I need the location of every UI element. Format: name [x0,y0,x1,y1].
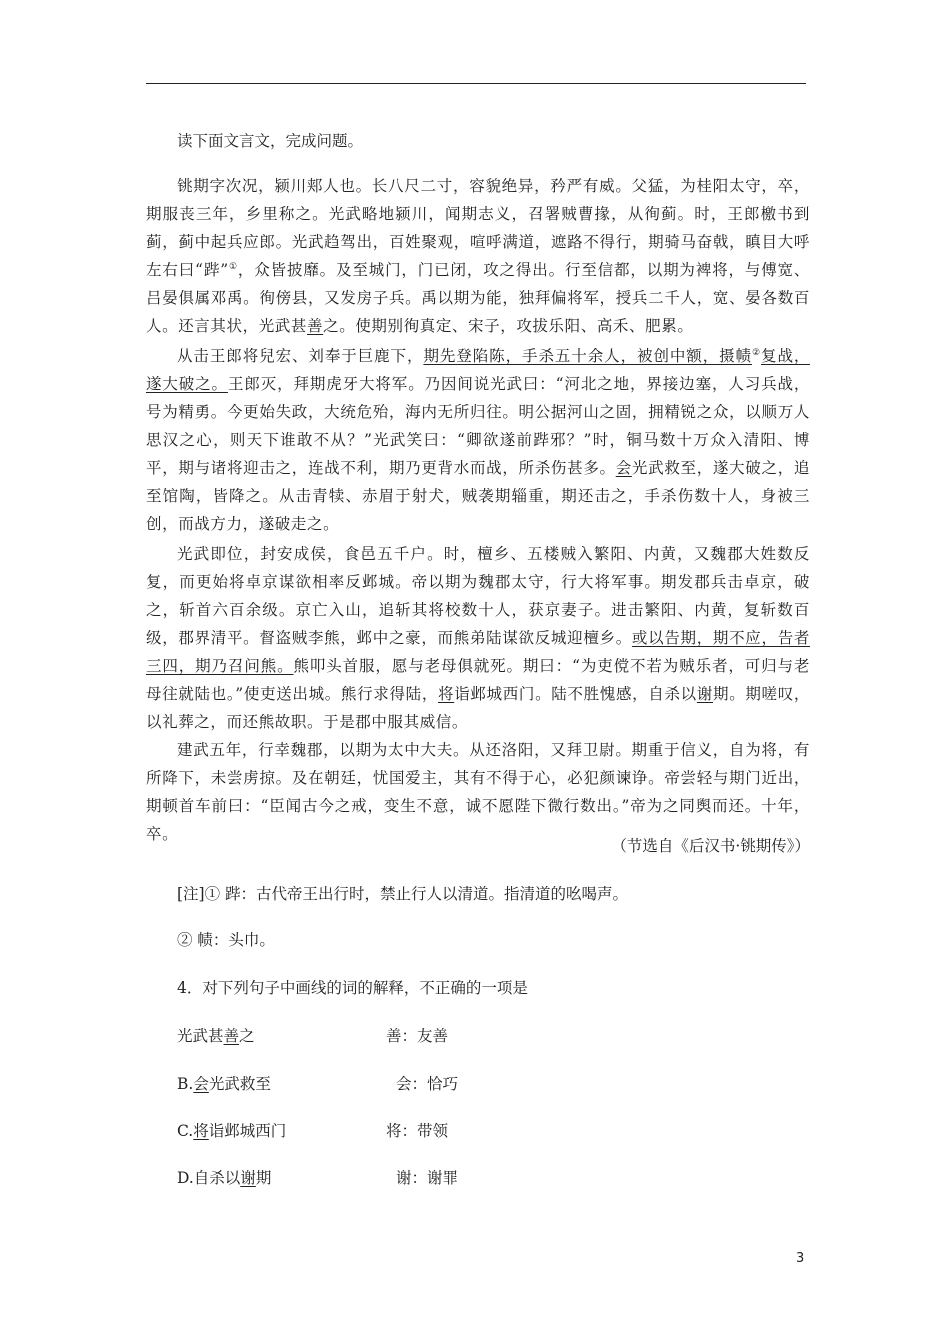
option-d-explanation: 谢：谢罪 [396,1169,459,1187]
option-b[interactable]: B.会光武救至 [177,1075,271,1093]
option-c[interactable]: C.将诣邺城西门 [177,1122,287,1140]
paragraph-1: 铫期字次况，颍川郏人也。长八尺二寸，容貌绝异，矜严有威。父猛，为桂阳太守，卒，期服丧三年，乡里称之。光武略地颍川，闻期志义，召署贼曹掾，从徇蓟。时，王郎檄书到蓟，蓟中起兵应郎。光武趋驾出，百姓聚观，喧呼满道，遮路不得行，期骑马奋戟，瞋目大呼左右曰“跸”①，众皆披靡。及至城门，门已闭，攻之得出。行至信都，以期为裨将，与傅宽、吕晏俱属邓禹。徇傍县，又发房子兵。禹以期为能，独拜偏将军，授兵二千人，宽、晏各数百人。还言其状，光武甚善之。使期别徇真定、宋子，攻拔乐阳、高禾、肥累。 [146,177,810,335]
option-c-explanation: 将：带领 [386,1122,449,1140]
footnote-1: [注]① 跸：古代帝王出行时，禁止行人以清道。指清道的吆喝声。 [177,885,629,903]
header-rule [146,83,806,84]
page-number: 3 [796,1251,805,1266]
paragraph-3: 光武即位，封安成侯，食邑五千户。时，檀乡、五楼贼入繁阳、内黄，又魏郡大姓数反复，而更始将卓京谋欲相率反邺城。帝以期为魏郡太守，行大将军事。期发郡兵击卓京，破之，斩首六百余级。京亡入山，追斩其将校数十人，获京妻子。进击繁阳、内黄，复斩数百级，郡界清平。督盗贼李熊，邺中之豪，而熊弟陆谋欲反城迎檀乡。或以告期，期不应，告者三四，期乃召问熊。熊叩头首服，愿与老母俱就死。期曰：“为吏傥不若为贼乐者，可归与老母往就陆也。”使吏送出城。熊行求得陆，将诣邺城西门。陆不胜愧感，自杀以谢期。期嗟叹，以礼葬之，而还熊故职。于是郡中服其威信。 [146,545,811,731]
source-citation: （节选自《后汉书·铫期传》） [611,837,810,855]
option-d[interactable]: D.自杀以谢期 [177,1169,272,1187]
option-a[interactable]: 光武甚善之 [177,1027,255,1045]
paragraph-4: 建武五年，行幸魏郡，以期为太中大夫。从还洛阳，又拜卫尉。期重于信义，自为将，有所降下，未尝虏掠。及在朝廷，忧国爱主，其有不得于心，必犯颜谏诤。帝尝轻与期门近出，期顿首车前曰：“臣闻古今之戒，变生不意，诚不愿陛下微行数出。”帝为之同舆而还。十年，卒。 [146,741,810,843]
intro-text: 读下面文言文，完成问题。 [177,132,364,150]
question-4: 4．对下列句子中画线的词的解释，不正确的一项是 [177,979,528,997]
option-b-explanation: 会：恰巧 [396,1075,459,1093]
paragraph-2: 从击王郎将兒宏、刘奉于巨鹿下，期先登陷陈，手杀五十余人，被创中额，摄帻②复战，遂大破之。王郎灭，拜期虎牙大将军。乃因间说光武曰：“河北之地，界接边塞，人习兵战，号为精勇。今更始失政，大统危殆，海内无所归往。明公据河山之固，拥精锐之众，以顺万人思汉之心，则天下谁敢不从？”光武笑曰：“卿欲遂前跸邪？”时，铜马数十万众入清阳、博平，期与诸将迎击之，连战不利，期乃更背水而战，所杀伤甚多。会光武救至，遂大破之，追至馆陶，皆降之。从击青犊、赤眉于射犬，贼袭期辎重，期还击之，手杀伤数十人，身被三创，而战方力，遂破走之。 [146,347,810,533]
footnote-2: ② 帻：头巾。 [177,931,275,949]
option-a-explanation: 善：友善 [386,1027,449,1045]
